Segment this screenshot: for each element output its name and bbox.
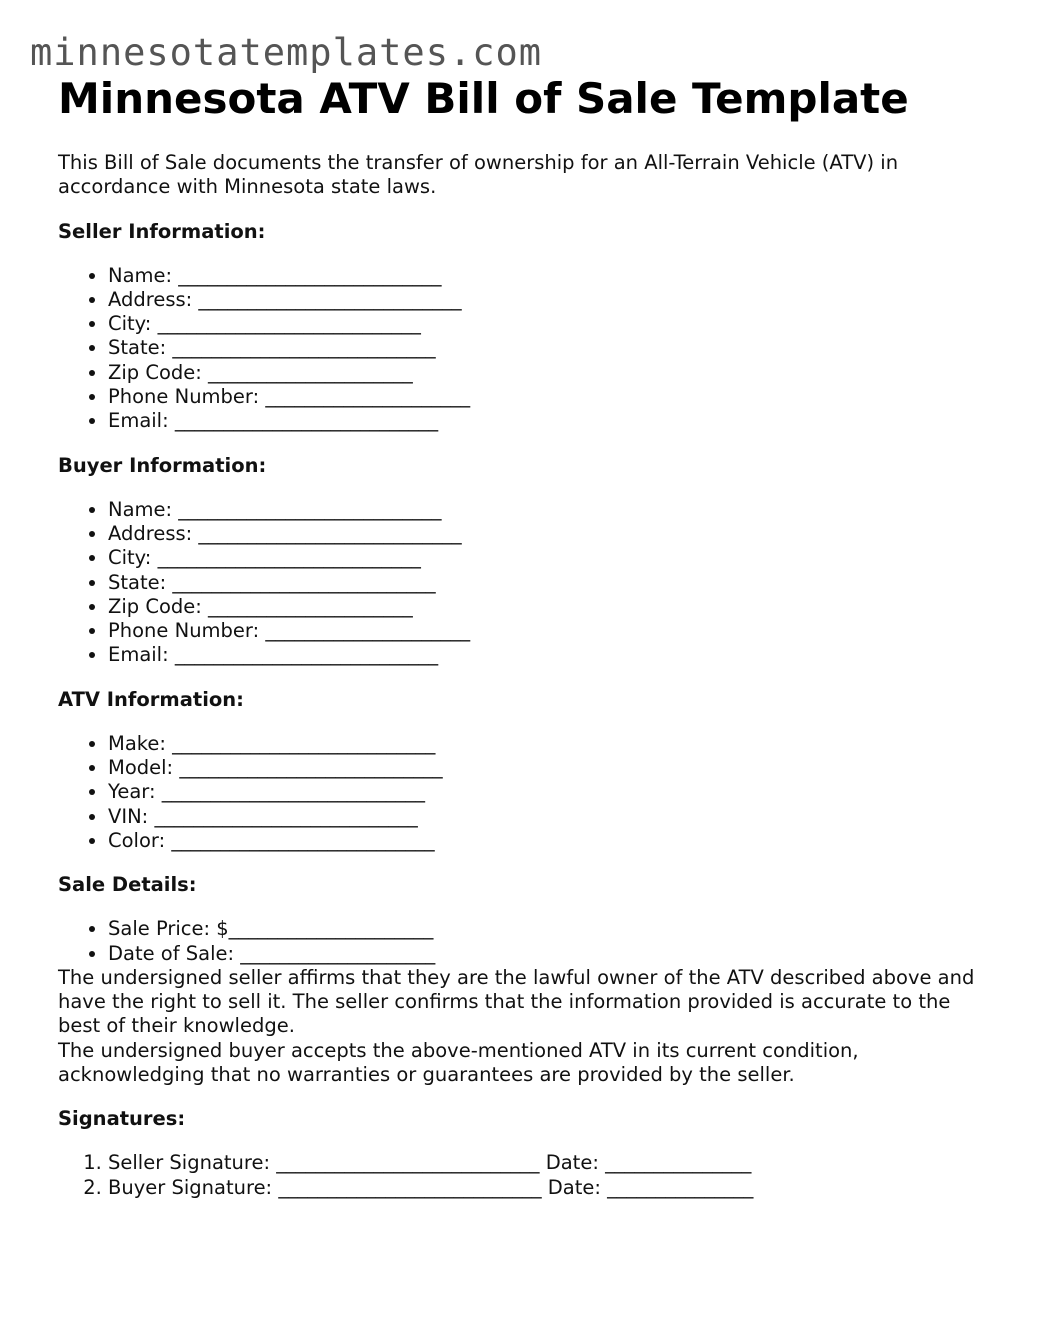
seller-state-field: • State: ___________________________ xyxy=(108,336,988,360)
sale-heading: Sale Details: xyxy=(58,873,197,897)
atv-heading: ATV Information: xyxy=(58,687,244,711)
signatures-list xyxy=(58,1151,988,1200)
seller-affirmation-paragraph: The undersigned seller affirms that they are the lawful owner of the ATV described above and have the right to sell it. The seller confirms that the information provided is accurate to the best of their knowledge. xyxy=(58,965,975,1038)
buyer-address-field: • Address: ___________________________ xyxy=(108,522,988,546)
sale-price-field: • Sale Price: $_____________________ xyxy=(108,917,988,941)
buyer-zip-field: • Zip Code: _____________________ xyxy=(108,595,988,619)
sale-date-field: • Date of Sale: ____________________ xyxy=(108,942,988,966)
buyer-name-field: • Name: ___________________________ xyxy=(108,498,988,522)
atv-model-field: • Model: ___________________________ xyxy=(108,756,988,780)
atv-color-field: • Color: ___________________________ xyxy=(108,829,988,853)
seller-list xyxy=(58,264,988,434)
atv-list xyxy=(58,732,988,853)
seller-city-field: • City: ___________________________ xyxy=(108,312,988,336)
buyer-signature-line: 2. Buyer Signature: ___________________________ Date: _______________ xyxy=(108,1176,988,1200)
seller-email-field: • Email: ___________________________ xyxy=(108,409,988,433)
seller-zip-field: • Zip Code: _____________________ xyxy=(108,361,988,385)
seller-signature-line: 1. Seller Signature: ___________________________ Date: _______________ xyxy=(108,1151,988,1175)
signatures-heading: Signatures: xyxy=(58,1107,186,1131)
buyer-acceptance-paragraph: The undersigned buyer accepts the above-mentioned ATV in its current condition, acknowledging that no warranties or guarantees are provided by the seller. xyxy=(58,1038,859,1087)
watermark: minnesotatemplates.com xyxy=(30,31,543,74)
atv-make-field: • Make: ___________________________ xyxy=(108,732,988,756)
buyer-phone-field: • Phone Number: _____________________ xyxy=(108,619,988,643)
seller-name-field: • Name: ___________________________ xyxy=(108,264,988,288)
sale-list xyxy=(58,917,988,966)
seller-phone-field: • Phone Number: _____________________ xyxy=(108,385,988,409)
seller-heading: Seller Information: xyxy=(58,219,266,243)
buyer-list xyxy=(58,498,988,668)
document xyxy=(58,74,988,1200)
buyer-city-field: • City: ___________________________ xyxy=(108,546,988,570)
seller-address-field: • Address: ___________________________ xyxy=(108,288,988,312)
buyer-heading: Buyer Information: xyxy=(58,453,267,477)
buyer-state-field: • State: ___________________________ xyxy=(108,571,988,595)
atv-vin-field: • VIN: ___________________________ xyxy=(108,805,988,829)
intro-paragraph: This Bill of Sale documents the transfer of ownership for an All-Terrain Vehicle (ATV) in accordance with Minnesota state laws. xyxy=(58,151,899,199)
buyer-email-field: • Email: ___________________________ xyxy=(108,643,988,667)
document-title: Minnesota ATV Bill of Sale Template xyxy=(58,74,909,123)
atv-year-field: • Year: ___________________________ xyxy=(108,780,988,804)
